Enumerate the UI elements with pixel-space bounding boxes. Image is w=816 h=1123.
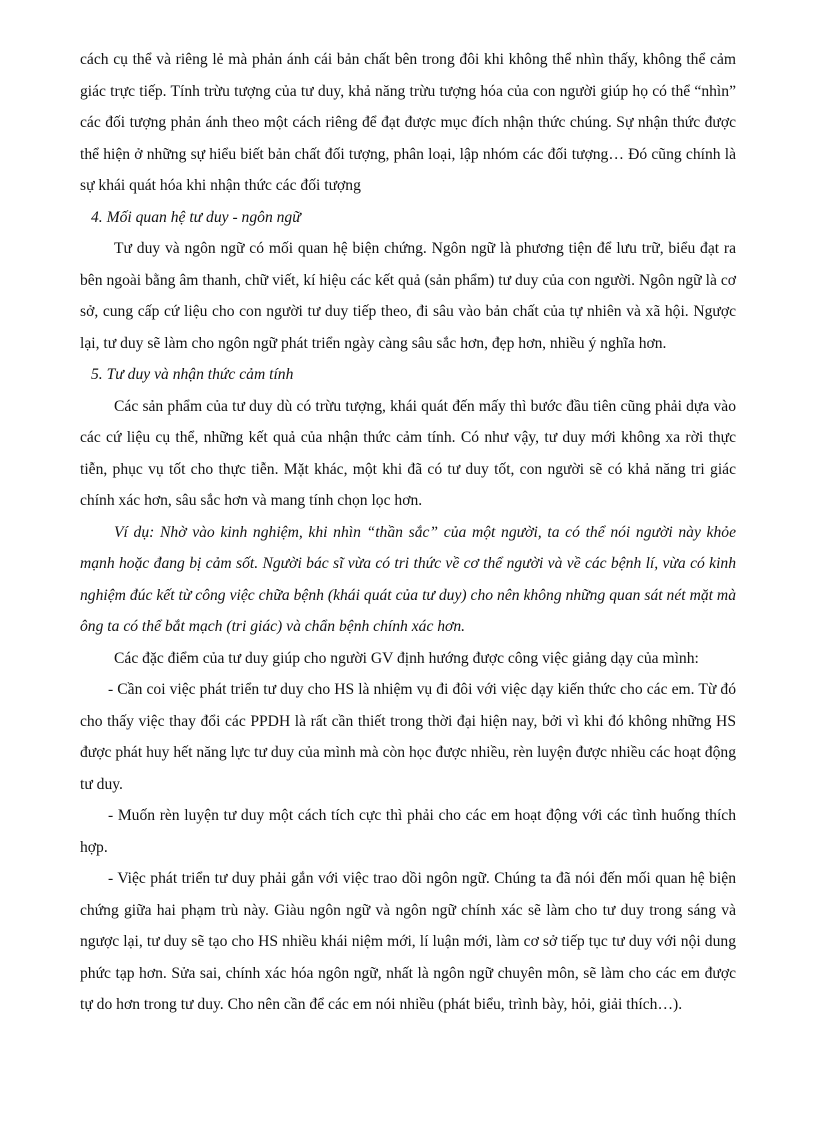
paragraph-abstraction: cách cụ thể và riêng lẻ mà phản ánh cái bản chất bên trong đôi khi không thể nhìn thấy, không thể cảm giác trực tiếp. Tính trừu tượng của tư duy, khả năng trừu tượng hóa của con người giúp họ có thể “nhìn” các đối tượng phản ánh theo một cách riêng để đạt được mục đích nhận thức chúng. Sự nhận thức được thể hiện ở những sự hiểu biết bản chất đối tượng, phân loại, lập nhóm các đối tượng… Đó cũng chính là sự khái quát hóa khi nhận thức các đối tượng: [80, 51, 736, 194]
paragraph-teacher-orientation: Các đặc điểm của tư duy giúp cho người GV định hướng được công việc giảng dạy của mình:: [114, 649, 699, 667]
section-heading-5: 5. Tư duy và nhận thức cảm tính: [91, 366, 294, 383]
section-heading-4: 4. Mối quan hệ tư duy - ngôn ngữ: [91, 208, 301, 226]
paragraph-example: Ví dụ: Nhờ vào kinh nghiệm, khi nhìn “thần sắc” của một người, ta có thể nói người này khỏe mạnh hoặc đang bị cảm sốt. Người bác sĩ vừa có tri thức về cơ thể người và về các bệnh lí, vừa có kinh nghiệm đúc kết từ công việc chữa bệnh (khái quát của tư duy) cho nên không những quan sát nét mặt mà ông ta có thể bắt mạch (tri giác) và chẩn bệnh chính xác hơn.: [80, 523, 736, 635]
paragraph-thought-language: Tư duy và ngôn ngữ có mối quan hệ biện chứng. Ngôn ngữ là phương tiện để lưu trữ, biểu đạt ra bên ngoài bằng âm thanh, chữ viết, kí hiệu các kết quả (sản phẩm) tư duy của con người. Ngôn ngữ là cơ sở, cung cấp cứ liệu cho con người tư duy tiếp theo, đi sâu vào bản chất của tự nhiên và xã hội. Ngược lại, tư duy sẽ làm cho ngôn ngữ phát triển ngày càng sâu sắc hơn, đẹp hơn, nhiều ý nghĩa hơn.: [80, 240, 736, 352]
paragraph-sensory-cognition: Các sản phẩm của tư duy dù có trừu tượng, khái quát đến mấy thì bước đầu tiên cũng phải dựa vào các cứ liệu cụ thể, những kết quả của nhận thức cảm tính. Có như vậy, tư duy mới không xa rời thực tiễn, phục vụ tốt cho thực tiễn. Mặt khác, một khi đã có tư duy tốt, con người sẽ có khả năng tri giác chính xác hơn, sâu sắc hơn và mang tính chọn lọc hơn.: [80, 397, 736, 509]
list-item-language-enrichment: - Việc phát triển tư duy phải gắn với việc trao dồi ngôn ngữ. Chúng ta đã nói đến mối quan hệ biện chứng giữa hai phạm trù này. Giàu ngôn ngữ và ngôn ngữ chính xác sẽ làm cho tư duy trong sáng và ngược lại, tư duy sẽ tạo cho HS nhiều khái niệm mới, lí luận mới, làm cơ sở tiếp tục tư duy với nội dung phức tạp hơn. Sửa sai, chính xác hóa ngôn ngữ, nhất là ngôn ngữ chuyên môn, sẽ làm cho các em được tự do hơn trong tư duy. Cho nên cần để các em nói nhiều (phát biểu, trình bày, hỏi, giải thích…).: [80, 870, 736, 1013]
list-item-practice-situations: - Muốn rèn luyện tư duy một cách tích cực thì phải cho các em hoạt động với các tình huống thích hợp.: [80, 807, 736, 856]
document-page: [80, 44, 736, 1021]
list-item-develop-thinking: - Cần coi việc phát triển tư duy cho HS là nhiệm vụ đi đôi với việc dạy kiến thức cho các em. Từ đó cho thấy việc thay đổi các PPDH là rất cần thiết trong thời đại hiện nay, bởi vì khi đó không những HS được phát huy hết năng lực tư duy của mình mà còn học được nhiều, rèn luyện được nhiều các hoạt động tư duy.: [80, 681, 736, 793]
